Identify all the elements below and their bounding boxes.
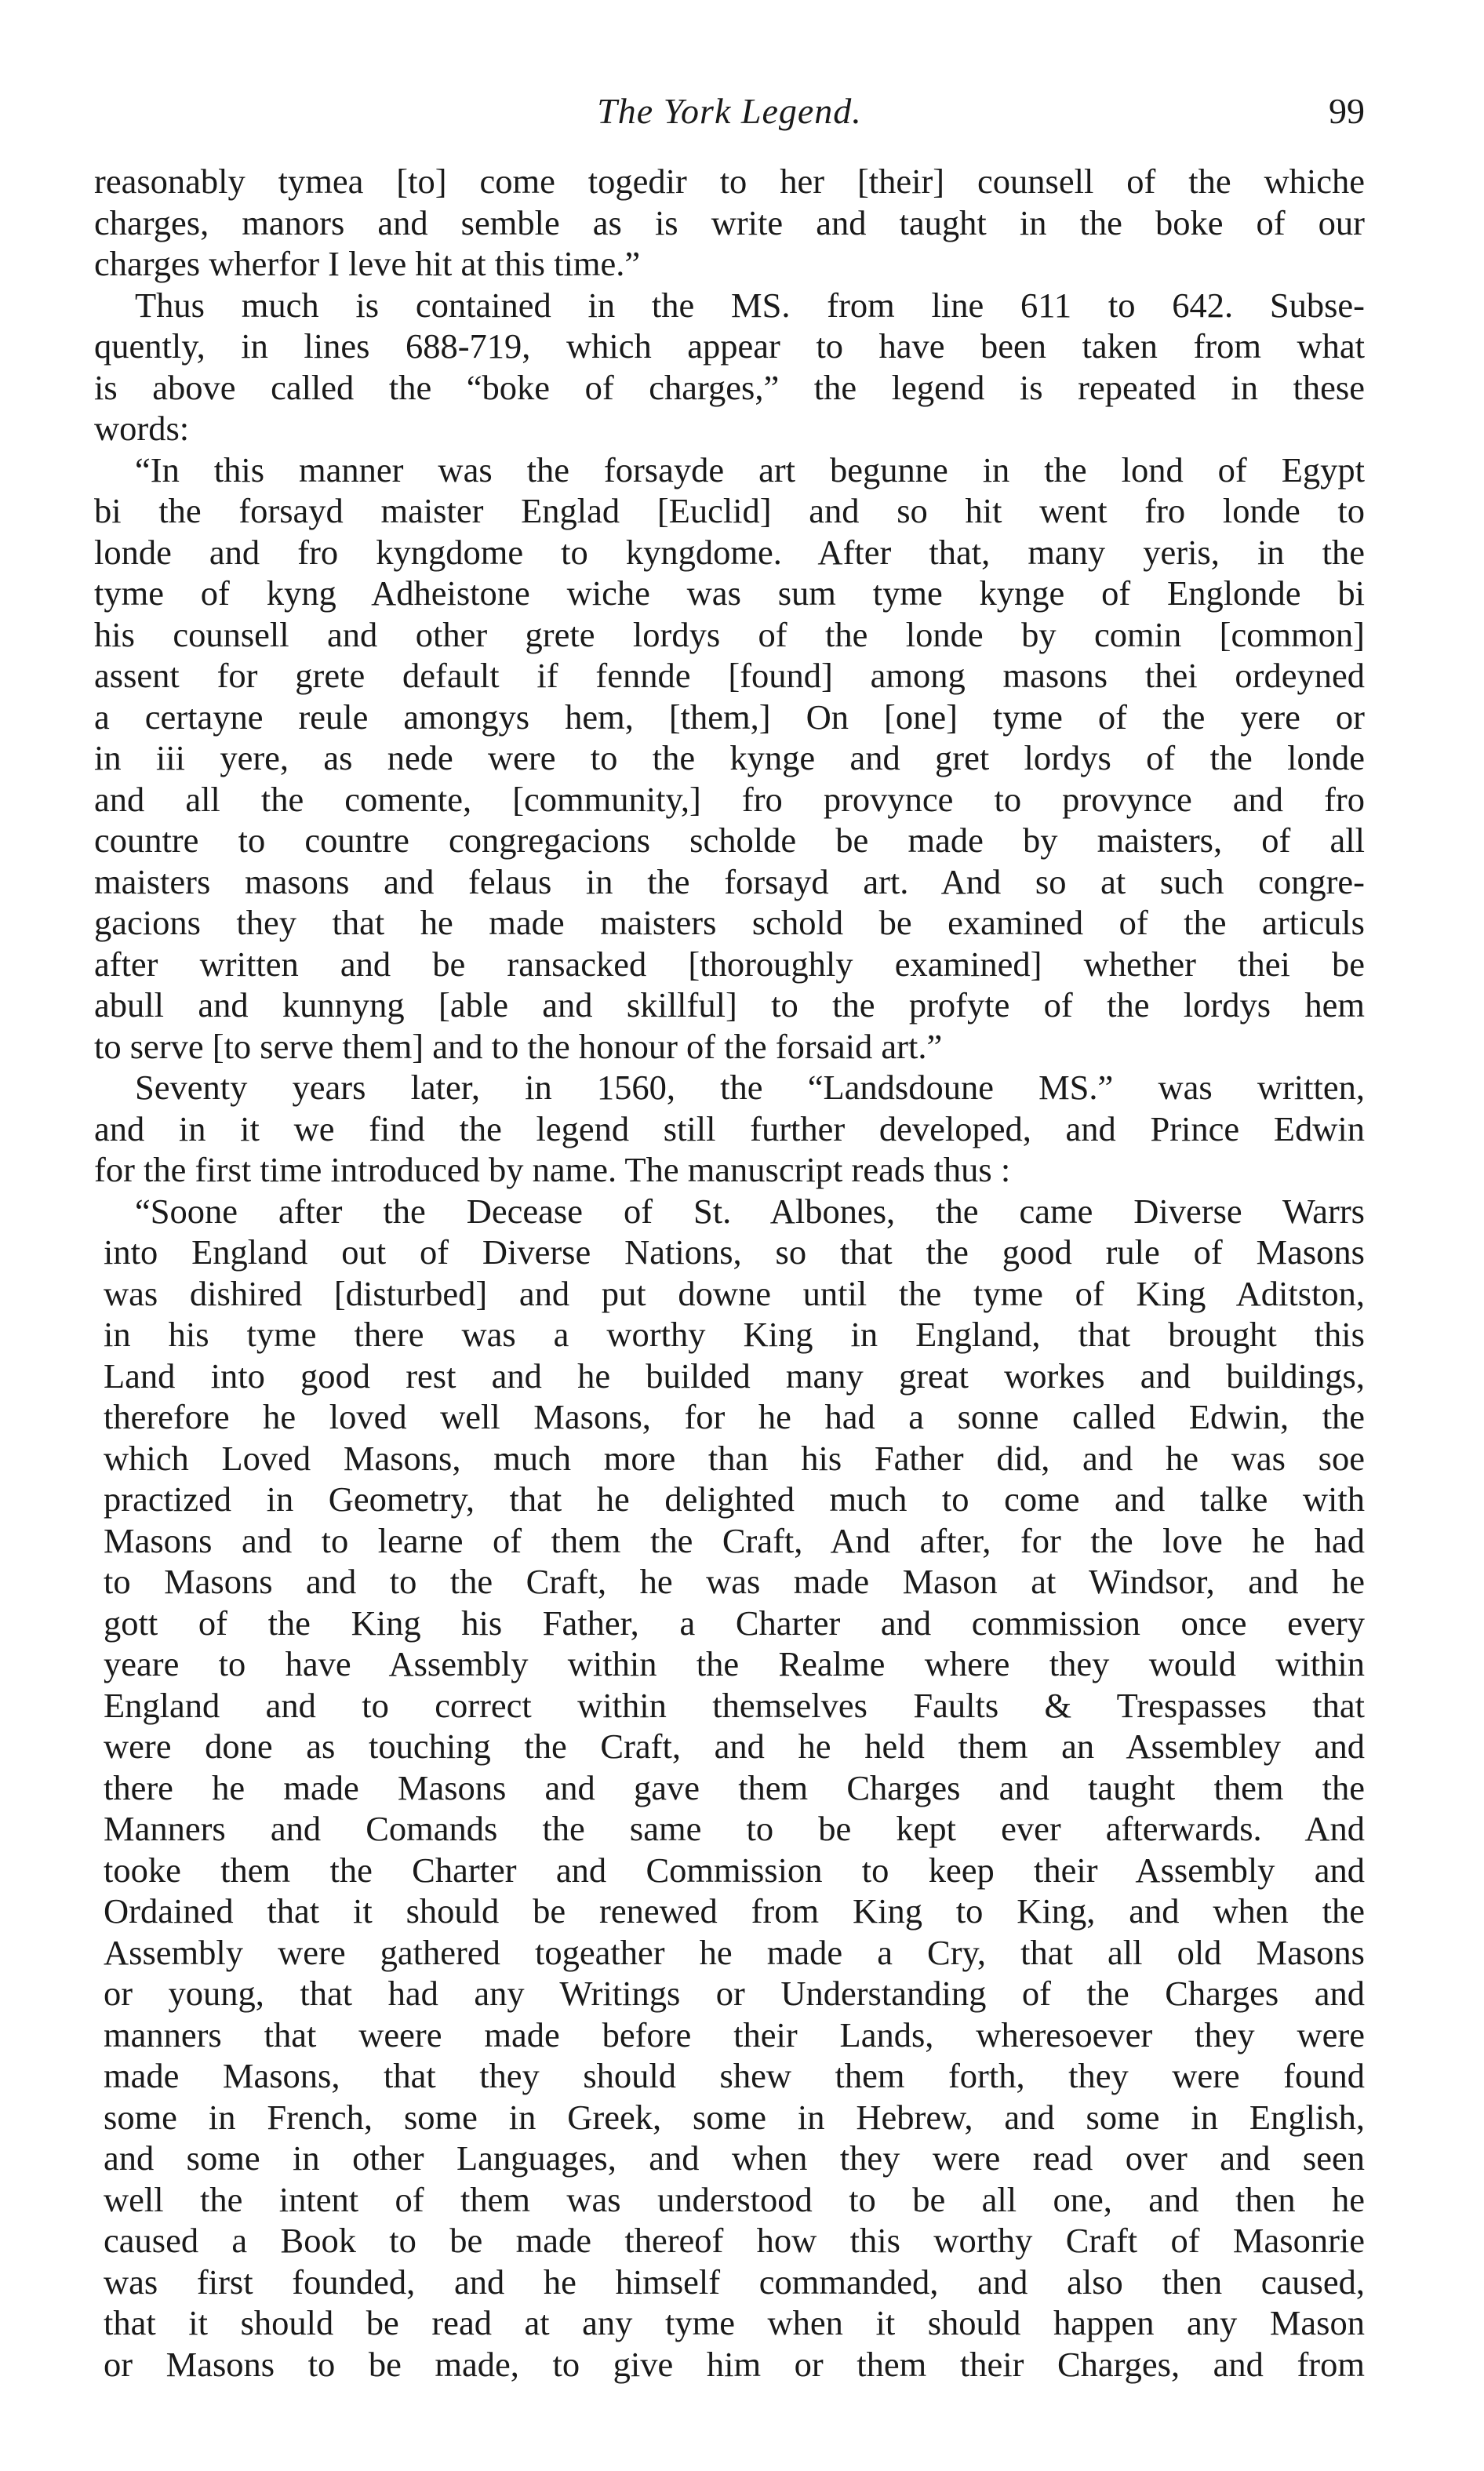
text-line: Ordained that it should be renewed from King to King, and when the [104, 1891, 1365, 1931]
text-line: countre to countre congregacions scholde be made by maisters, of all [94, 821, 1365, 860]
text-line: some in French, some in Greek, some in Hebrew, and some in English, [104, 2097, 1365, 2137]
text-line: gott of the King his Father, a Charter and commission once every [104, 1603, 1365, 1643]
text-line: therefore he loved well Masons, for he had a sonne called Edwin, the [104, 1397, 1365, 1436]
text-line: yeare to have Assembly within the Realme where they would within [104, 1644, 1365, 1683]
text-line: “In this manner was the forsayde art begunne in the lond of Egypt [135, 449, 1365, 489]
text-line: and some in other Languages, and when they were read over and seen [104, 2138, 1365, 2178]
text-line: manners that weere made before their Lands, wheresoever they were [104, 2014, 1365, 2054]
text-line: “Soone after the Decease of St. Albones, the came Diverse Warrs [135, 1191, 1365, 1231]
text-line: his counsell and other grete lordys of the londe by comin [common] [94, 614, 1365, 654]
text-line: Seventy years later, in 1560, the “Landsdoune MS.” was written, [135, 1068, 1365, 1107]
text-line: Thus much is contained in the MS. from line 611 to 642. Subse- [135, 285, 1365, 325]
text-line: assent for grete default if fennde [found] among masons thei ordeyned [94, 656, 1365, 695]
text-line: and in it we find the legend still further developed, and Prince Edwin [94, 1108, 1365, 1148]
text-line: Masons and to learne of them the Craft, And after, for the love he had [104, 1520, 1365, 1560]
text-line: tooke them the Charter and Commission to keep their Assembly and [104, 1850, 1365, 1890]
text-line: to Masons and to the Craft, he was made Mason at Windsor, and he [104, 1562, 1365, 1601]
text-line: for the first time introduced by name. The manuscript reads thus : [94, 1150, 1011, 1189]
text-line: tyme of kyng Adheistone wiche was sum tyme kynge of Englonde bi [94, 573, 1365, 613]
text-line: or young, that had any Writings or Understanding of the Charges and [104, 1974, 1365, 2013]
text-line: England and to correct within themselves Faults & Trespasses that [104, 1685, 1365, 1725]
running-title: The York Legend. [597, 91, 862, 131]
page-header [94, 90, 1365, 161]
text-line: practized in Geometry, that he delighted much to come and talke with [104, 1479, 1365, 1519]
text-line: charges, manors and semble as is write and taught in the boke of our [94, 202, 1365, 242]
text-line: in his tyme there was a worthy King in England, that brought this [104, 1315, 1365, 1354]
text-line: to serve [to serve them] and to the honour of the forsaid art.” [94, 1026, 943, 1066]
text-line: into England out of Diverse Nations, so that the good rule of Masons [104, 1232, 1365, 1272]
text-line: which Loved Masons, much more than his Father did, and he was soe [104, 1438, 1365, 1478]
text-line: after written and be ransacked [thoroughly examined] whether thei be [94, 944, 1365, 984]
text-line: made Masons, that they should shew them forth, they were found [104, 2056, 1365, 2095]
text-line: quently, in lines 688-719, which appear to have been taken from what [94, 326, 1365, 366]
text-line: charges wherfor I leve hit at this time.” [94, 244, 641, 283]
text-line: maisters masons and felaus in the forsayd art. And so at such congre- [94, 861, 1365, 901]
page-body-text [94, 161, 1365, 2385]
book-page [94, 90, 1365, 2385]
text-line: there he made Masons and gave them Charges and taught them the [104, 1767, 1365, 1807]
text-line: Assembly were gathered togeather he made a Cry, that all old Masons [104, 1932, 1365, 1972]
text-line: londe and fro kyngdome to kyngdome. After that, many yeris, in the [94, 532, 1365, 572]
text-line: or Masons to be made, to give him or them their Charges, and from [104, 2344, 1365, 2384]
text-line: abull and kunnyng [able and skillful] to the profyte of the lordys hem [94, 985, 1365, 1024]
text-line: in iii yere, as nede were to the kynge and gret lordys of the londe [94, 738, 1365, 777]
page-number: 99 [1329, 91, 1365, 131]
text-line: is above called the “boke of charges,” the legend is repeated in these [94, 367, 1365, 407]
text-line: Land into good rest and he builded many great workes and buildings, [104, 1356, 1365, 1396]
text-line: was first founded, and he himself commanded, and also then caused, [104, 2262, 1365, 2302]
text-line: well the intent of them was understood to be all one, and then he [104, 2179, 1365, 2219]
text-line: bi the forsayd maister Englad [Euclid] and so hit went fro londe to [94, 491, 1365, 530]
text-line: were done as touching the Craft, and he held them an Assembley and [104, 1727, 1365, 1766]
text-line: a certayne reule amongys hem, [them,] On [one] tyme of the yere or [94, 697, 1365, 737]
text-line: and all the comente, [community,] fro provynce to provynce and fro [94, 779, 1365, 819]
text-line: words: [94, 409, 190, 448]
text-line: caused a Book to be made thereof how this worthy Craft of Masonrie [104, 2221, 1365, 2260]
text-line: that it should be read at any tyme when it should happen any Mason [104, 2303, 1365, 2342]
text-line: was dishired [disturbed] and put downe until the tyme of King Aditston, [104, 1273, 1365, 1313]
text-line: Manners and Comands the same to be kept ever afterwards. And [104, 1809, 1365, 1848]
text-line: reasonably tymea [to] come togedir to her [their] counsell of the whiche [94, 162, 1365, 201]
text-line: gacions they that he made maisters schold be examined of the articuls [94, 903, 1365, 942]
